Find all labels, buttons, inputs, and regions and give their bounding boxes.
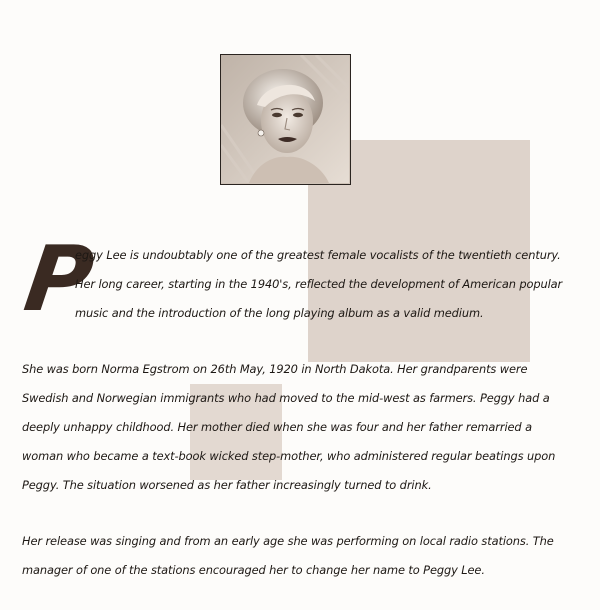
paragraph-line: eggy Lee is undoubtably one of the greatest female vocalists of the twentieth century. — [75, 248, 561, 262]
paragraph-line: Her release was singing and from an early age she was performing on local radio stations. The — [22, 534, 554, 548]
paragraph-childhood — [22, 355, 582, 500]
paragraph-line: She was born Norma Egstrom on 26th May, 1920 in North Dakota. Her grandparents were — [22, 362, 528, 376]
paragraph-line: woman who became a text-book wicked step-mother, who administered regular beatings upon — [22, 449, 556, 463]
drop-cap: P — [18, 227, 100, 332]
paragraph-line: deeply unhappy childhood. Her mother died when she was four and her father remarried a — [22, 420, 532, 434]
paragraph-line: music and the introduction of the long playing album as a valid medium. — [75, 306, 484, 320]
paragraph-line: Peggy. The situation worsened as her father increasingly turned to drink. — [22, 478, 432, 492]
paragraph-career-start — [22, 527, 582, 585]
paragraph-line: manager of one of the stations encouraged her to change her name to Peggy Lee. — [22, 563, 485, 577]
paragraph-line: Her long career, starting in the 1940's, reflected the development of American popular — [75, 277, 563, 291]
portrait-photo — [220, 54, 351, 185]
paragraph-intro — [75, 241, 575, 328]
paragraph-line: Swedish and Norwegian immigrants who had moved to the mid-west as farmers. Peggy had a — [22, 391, 550, 405]
